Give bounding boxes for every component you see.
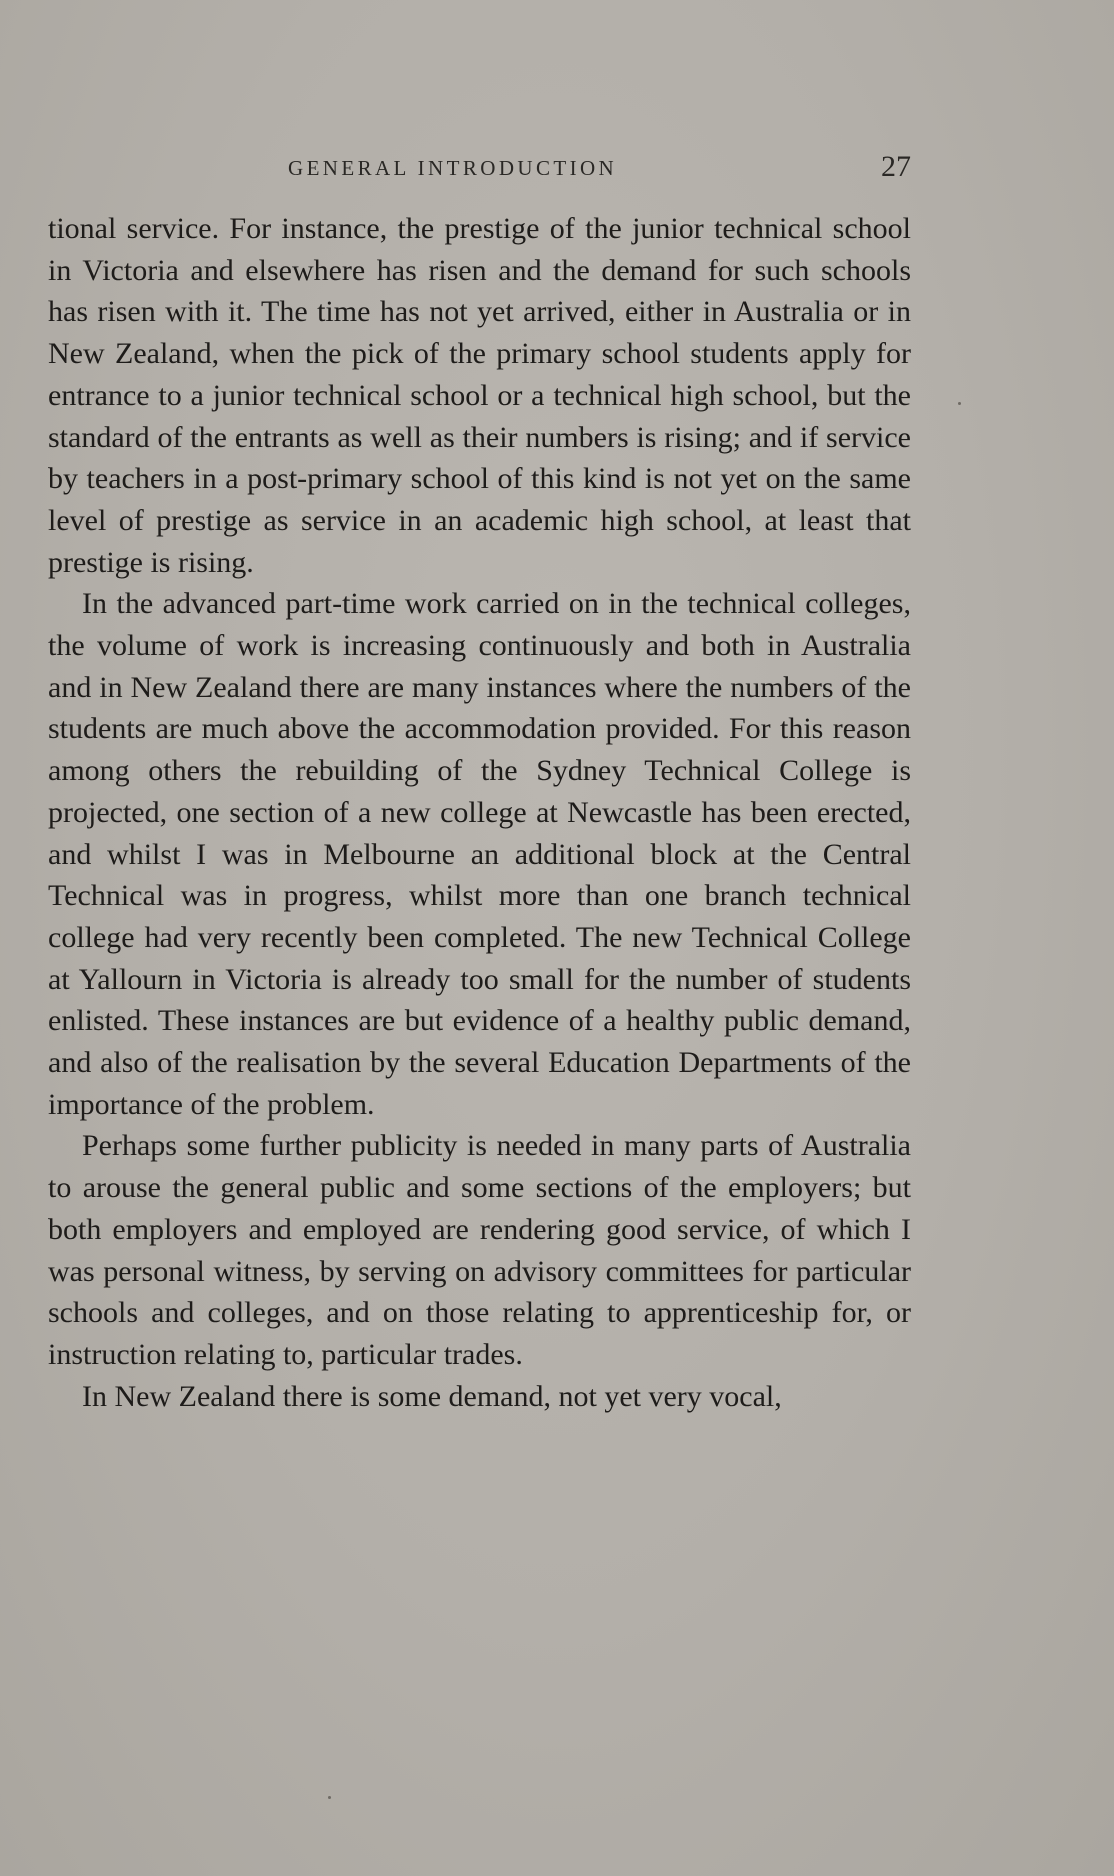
book-page — [48, 150, 911, 1417]
page-number: 27 — [881, 150, 911, 183]
paragraph-publicity: Perhaps some further publicity is needed in many parts of Australia to arouse the general public and some sections of the employers; but both employers and employed are rendering good service, of which I was personal witness, by serving on advisory committees for particular schools and colleges, and on those relating to apprenticeship for, or instruction relating to, particular trades. — [48, 1129, 911, 1371]
paper-speck — [328, 1796, 331, 1799]
paragraph-continued: tional service. For instance, the prestige of the junior technical school in Victoria and elsewhere has risen and the demand for such schools has risen with it. The time has not yet arrived, either in Australia or in New Zealand, when the pick of the primary school students apply for entrance to a junior technical school or a technical high school, but the standard of the entrants as well as their numbers is rising; and if service by teachers in a post-primary school of this kind is not yet on the same level of prestige as service in an academic high school, at least that prestige is rising. — [48, 212, 911, 579]
paper-speck — [958, 402, 961, 405]
body-text — [48, 208, 911, 1417]
running-title: GENERAL INTRODUCTION — [288, 156, 618, 180]
paragraph-new-zealand: In New Zealand there is some demand, not yet very vocal, — [82, 1379, 782, 1413]
paragraph-technical-colleges: In the advanced part-time work carried on in the technical colleges, the volume of work is increasing continuously and both in Australia and in New Zealand there are many instances where the numbers of the students are much above the accommodation provided. For this reason among others the rebuilding of the Sydney Technical College is projected, one section of a new college at Newcastle has been erected, and whilst I was in Melbourne an additional block at the Central Technical was in progress, whilst more than one branch technical college had very recently been completed. The new Technical College at Yallourn in Victoria is already too small for the number of students enlisted. These instances are but evidence of a healthy public demand, and also of the realisation by the several Education Departments of the importance of the problem. — [48, 587, 911, 1121]
running-header — [48, 150, 911, 190]
